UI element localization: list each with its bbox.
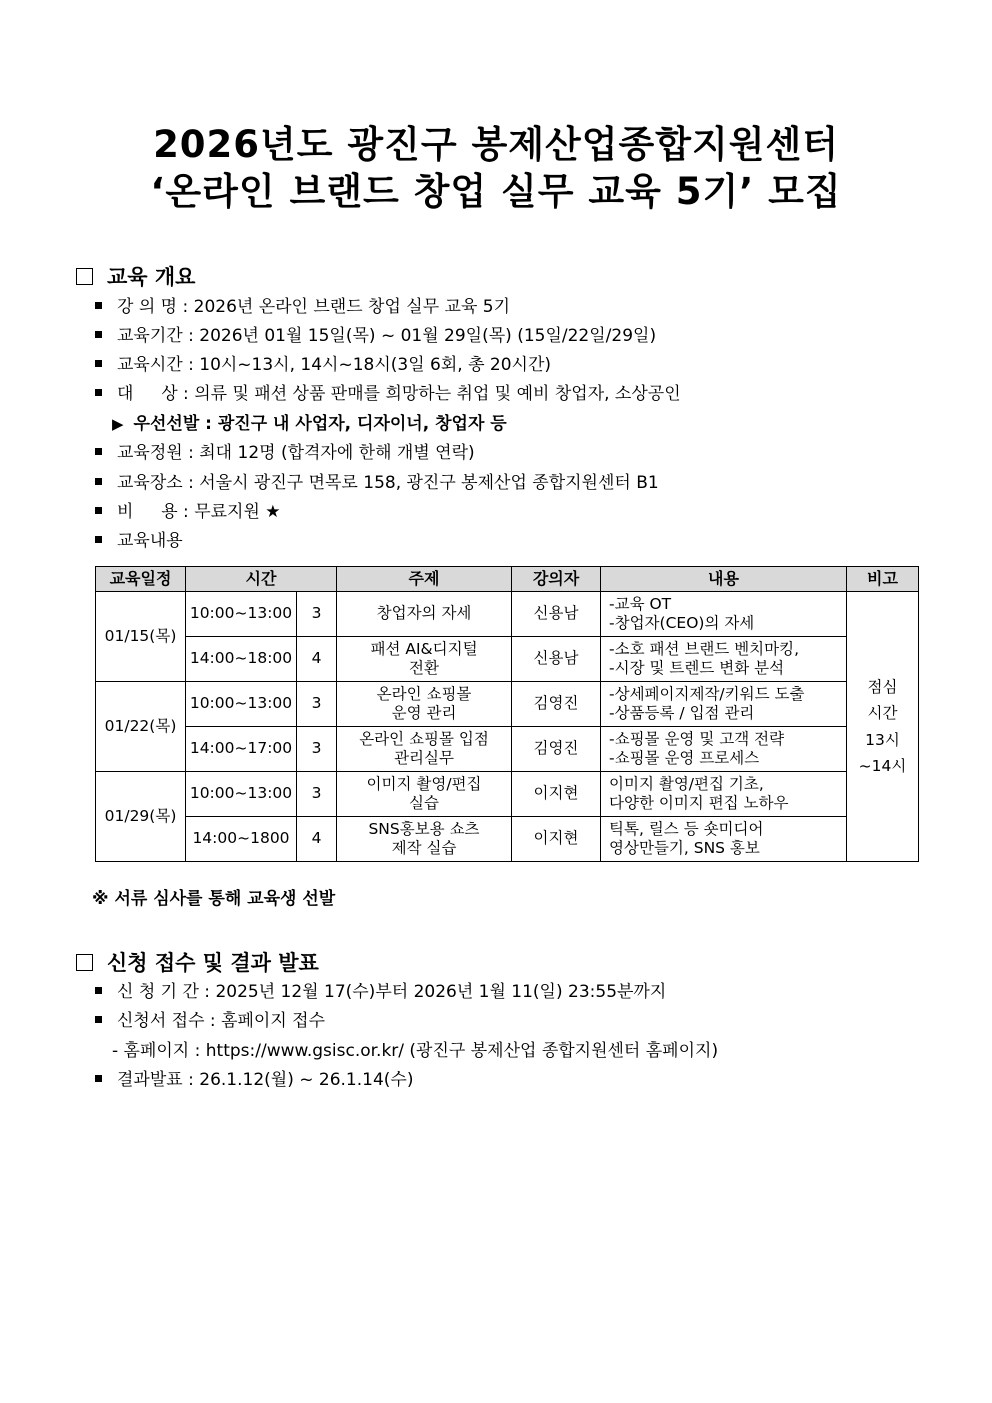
info-value: 2026년 온라인 브랜드 창업 실무 교육 5기 [193,297,511,317]
hours-cell: 4 [297,817,337,862]
info-value: 서울시 광진구 면목로 158, 광진구 봉제산업 종합지원센터 B1 [199,473,659,493]
selection-note: ※ 서류 심사를 통해 교육생 선발 [92,889,336,909]
info-line-period: 교육기간 : 2026년 01월 15일(목) ~ 01월 29일(목) (15일/22일/29일) [95,326,656,346]
info-value: 2026년 01월 15일(목) ~ 01월 29일(목) (15일/22일/29일) [199,326,657,346]
topic-cell: 온라인 쇼핑몰 운영 관리 [337,682,512,727]
bullet-icon [95,478,102,485]
info-value: 의류 및 패션 상품 판매를 희망하는 취업 및 예비 창업자, 소상공인 [194,384,681,404]
info-line-capacity: 교육정원 : 최대 12명 (합격자에 한해 개별 연락) [95,443,475,463]
table-row [96,817,919,862]
info-label: 교육내용 [117,531,183,551]
info-label: 대 상 [117,384,178,404]
info-value: 무료지원 ★ [194,502,281,522]
lecturer-cell: 신용남 [512,592,601,637]
header-remark: 비고 [847,567,919,592]
section-heading: 교육 개요 [107,265,196,289]
section-overview [76,261,195,291]
lecturer-cell: 김영진 [512,682,601,727]
info-label: 신청서 접수 [117,1011,205,1031]
bullet-icon [95,360,102,367]
schedule-table [95,566,919,862]
info-label: 교육기간 [117,326,183,346]
checkbox-square-icon [76,268,93,285]
topic-cell: 이미지 촬영/편집 실습 [337,772,512,817]
header-date: 교육일정 [96,567,186,592]
section-heading: 신청 접수 및 결과 발표 [107,951,319,975]
bullet-icon [95,536,102,543]
content-cell: -소호 패션 브랜드 벤치마킹, -시장 및 트렌드 변화 분석 [601,637,847,682]
date-cell: 01/15(목) [96,592,186,682]
hours-cell: 3 [297,682,337,727]
info-line-cost: 비 용 : 무료지원 ★ [95,502,281,522]
info-value: 26.1.12(월) ~ 26.1.14(수) [199,1070,414,1090]
topic-cell: 패션 AI&디지털 전환 [337,637,512,682]
table-row [96,592,919,637]
info-line-target: 대 상 : 의류 및 패션 상품 판매를 희망하는 취업 및 예비 창업자, 소상공인 [95,384,681,404]
section-application [76,947,319,977]
date-cell: 01/29(목) [96,772,186,862]
bullet-icon [95,448,102,455]
info-line-hours: 교육시간 : 10시~13시, 14시~18시(3일 6회, 총 20시간) [95,355,551,375]
title-line-2: ‘온라인 브랜드 창업 실무 교육 5기’ 모집 [150,170,842,213]
date-cell: 01/22(목) [96,682,186,772]
bullet-icon [95,507,102,514]
hours-cell: 4 [297,637,337,682]
header-content: 내용 [601,567,847,592]
info-label: 교육정원 [117,443,183,463]
content-cell: -쇼핑몰 운영 및 고객 전략 -쇼핑몰 운영 프로세스 [601,727,847,772]
app-line-period: 신 청 기 간 : 2025년 12월 17(수)부터 2026년 1월 11(일) 23:55분까지 [95,982,666,1002]
hours-cell: 3 [297,727,337,772]
homepage-line: - 홈페이지 : https://www.gsisc.or.kr/ (광진구 봉제산업 종합지원센터 홈페이지) [112,1041,719,1061]
content-cell: 틱톡, 릴스 등 숏미디어 영상만들기, SNS 홍보 [601,817,847,862]
info-label: 강 의 명 [117,297,178,317]
priority-line [112,414,507,434]
bullet-icon [95,1075,102,1082]
hours-cell: 3 [297,592,337,637]
info-value: 홈페이지 접수 [221,1011,325,1031]
topic-cell: 온라인 쇼핑몰 입점 관리실무 [337,727,512,772]
info-label: 비 용 [117,502,178,522]
bullet-icon [95,987,102,994]
header-lecturer: 강의자 [512,567,601,592]
lecturer-cell: 이지현 [512,772,601,817]
app-line-result: 결과발표 : 26.1.12(월) ~ 26.1.14(수) [95,1070,413,1090]
table-row [96,682,919,727]
time-cell: 10:00~13:00 [186,592,297,637]
bullet-icon [95,389,102,396]
info-label: 결과발표 [117,1070,183,1090]
info-value: 10시~13시, 14시~18시(3일 6회, 총 20시간) [199,355,552,375]
remark-cell: 점심 시간 13시 ~14시 [847,592,919,862]
priority-text: 우선선발 : 광진구 내 사업자, 디자이너, 창업자 등 [133,414,507,434]
table-row [96,637,919,682]
title-line-1: 2026년도 광진구 봉제산업종합지원센터 [153,123,839,166]
time-cell: 14:00~1800 [186,817,297,862]
lecturer-cell: 김영진 [512,727,601,772]
info-label: 신 청 기 간 [117,982,199,1002]
hours-cell: 3 [297,772,337,817]
info-label: 교육장소 [117,473,183,493]
header-topic: 주제 [337,567,512,592]
checkbox-square-icon [76,954,93,971]
table-row [96,772,919,817]
time-cell: 10:00~13:00 [186,772,297,817]
time-cell: 14:00~17:00 [186,727,297,772]
content-cell: 이미지 촬영/편집 기초, 다양한 이미지 편집 노하우 [601,772,847,817]
time-cell: 14:00~18:00 [186,637,297,682]
lecturer-cell: 이지현 [512,817,601,862]
table-row [96,727,919,772]
app-line-method: 신청서 접수 : 홈페이지 접수 [95,1011,325,1031]
lecturer-cell: 신용남 [512,637,601,682]
info-value: 최대 12명 (합격자에 한해 개별 연락) [199,443,475,463]
info-label: 교육시간 [117,355,183,375]
content-cell: -상세페이지제작/키워드 도출 -상품등록 / 입점 관리 [601,682,847,727]
header-time: 시간 [186,567,337,592]
info-value: 2025년 12월 17(수)부터 2026년 1월 11(일) 23:55분까지 [215,982,667,1002]
content-cell: -교육 OT -창업자(CEO)의 자세 [601,592,847,637]
info-line-content [95,531,183,551]
bullet-icon [95,1016,102,1023]
topic-cell: 창업자의 자세 [337,592,512,637]
info-line-location: 교육장소 : 서울시 광진구 면목로 158, 광진구 봉제산업 종합지원센터 B1 [95,473,659,493]
info-line-course-name: 강 의 명 : 2026년 온라인 브랜드 창업 실무 교육 5기 [95,297,510,317]
topic-cell: SNS홍보용 쇼츠 제작 실습 [337,817,512,862]
bullet-icon [95,331,102,338]
bullet-icon [95,302,102,309]
triangle-right-icon: ▶ [112,415,124,433]
table-header-row [96,567,919,592]
time-cell: 10:00~13:00 [186,682,297,727]
